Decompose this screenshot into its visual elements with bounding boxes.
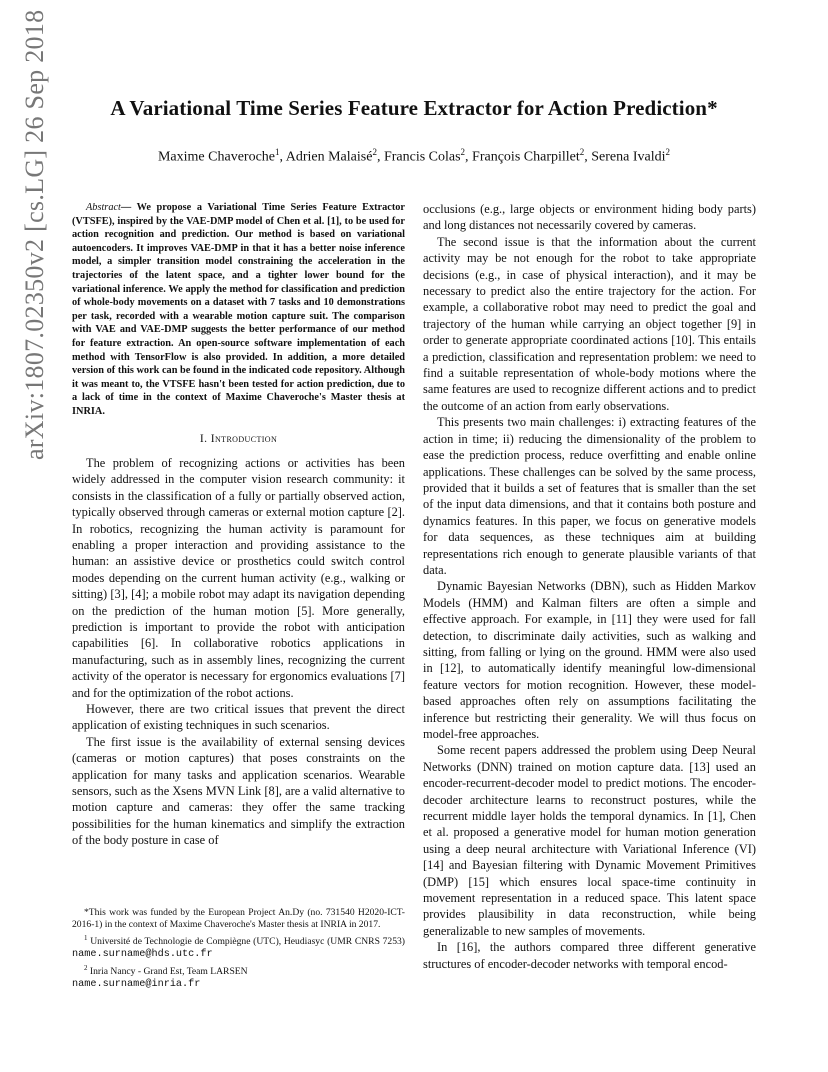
footnote-mark: 2 [84, 963, 88, 972]
section-number: I. [199, 431, 208, 445]
author-affiliation-mark: 2 [460, 147, 466, 157]
author-affiliation-mark: 2 [579, 147, 585, 157]
affiliation-footnote-2 [72, 962, 405, 992]
email-address[interactable]: name.surname@hds.utc.fr [72, 949, 213, 961]
affiliation-footnote-1 [72, 932, 405, 962]
abstract-label: Abstract [86, 202, 121, 213]
abstract-text: — We propose a Variational Time Series Feature Extractor (VTSFE), inspired by the VAE-DMP model of Chen et al. [1], to be used for action recognition and prediction. Our method is based on variational autoencoders. It improves VAE-DMP in that it has a better noise inference model, a simpler transition model constraining the acceleration in the trajectories of the latent space, and a tighter lower bound for the variational inference. We apply the method for classification and prediction of whole-body movements on a dataset with 7 tasks and 10 demonstrations per task, recorded with a wearable motion capture suit. The comparison with VAE and VAE-DMP suggests the better performance of our method for feature extraction. An open-source software implementation of each method with TensorFlow is also provided. In addition, a more detailed version of this work can be found in the indicated code repository. Although it was meant to, the VTSFE hasn't been tested for action prediction, due to a lack of time in the context of Maxime Chaveroche's Master thesis at INRIA. [72, 202, 405, 417]
arxiv-stamp: arXiv:1807.02350v2 [cs.LG] 26 Sep 2018 [20, 9, 49, 460]
abstract [72, 201, 405, 419]
author-affiliation-mark: 2 [372, 147, 377, 157]
author-name: Maxime Chaveroche [157, 149, 275, 165]
section-heading-introduction [72, 431, 405, 447]
body-paragraph: The problem of recognizing actions or activities has been widely addressed in the computer vision research community: it consists in the classification of a fully or partially observed action, typically observed through cameras or external motion capture [2]. In robotics, recognizing the human activity is paramount for enabling a proper interaction and providing assistance to the human: an assistive device or prosthetics could switch control modes depending on the current human activity (e.g., walking or sitting) [3], [4]; a mobile robot may adapt its navigation depending on the prediction of the human motion [5]. More generally, prediction is important to provide the robot with anticipation capabilities [6]. In collaborative robotics applications in manufacturing, such as in assembly lines, recognizing the current activity of the operator is necessary for ergonomics evaluations [7] and for the optimization of the robot actions. [72, 455, 405, 700]
author-name: François Charpillet [472, 149, 580, 165]
body-paragraph: The first issue is the availability of external sensing devices (cameras or motion captures) that poses constraints on the application for many tasks and application scenarios. Wearable sensors, such as the Xsens MVN Link [8], are a valid alternative to motion capture and cameras: they offer the same tracking possibilities for the human kinematics and simplify the extraction of the body posture in case of [72, 734, 405, 848]
body-paragraph: Some recent papers addressed the problem using Deep Neural Networks (DNN) trained on motion capture data. [13] used an encoder-recurrent-decoder model to predict motions. The encoder-decoder architecture learns to reconstruct postures, while the recurrent middle layer holds the temporal dynamics. In [1], Chen et al. proposed a generative model for human motion generation using a deep neural architecture with Variational Inference (VI) [14] and Bayesian filtering with Dynamic Movement Primitives (DMP) [15] which ensures local space-time continuity in movement representation in a reduced space. This latent space provides plausibility in data reconstruction, while being generalizable to new samples of movements. [423, 743, 756, 938]
footnote-mark: 1 [84, 933, 88, 942]
author-affiliation-mark: 1 [275, 147, 280, 157]
paper-title: A Variational Time Series Feature Extractor for Action Prediction* [110, 96, 718, 120]
author-affiliation-mark: 2 [665, 147, 670, 157]
footnotes [72, 907, 405, 992]
body-paragraph: The second issue is that the information about the current activity may be not enough for the robot to take appropriate decisions (e.g., in case of physical interaction), and it may be necessary to predict also the entire trajectory for the action. For example, a collaborative robot may need to predict the goal and trajectory of the human while carrying an object together [9] in order to generate appropriate coordinated actions [10]. This entails a prediction, classification and representation problem: we need to find a suitable representation of whole-body motions where the same features are used to recognize different actions and to predict the outcome of an action from early observations. [423, 234, 756, 413]
section-title: Introduction [210, 431, 278, 445]
author-name: Adrien Malaisé [285, 149, 373, 165]
body-paragraph: Dynamic Bayesian Networks (DBN), such as Hidden Markov Models (HMM) and Kalman filters are often a simple and effective approach. For example, in [11] they were used for fall detection, to discriminate daily activities, such as walking and sitting, from falling or lying on the ground. HMM were also used in [12], to automatically identify meaningful low-dimensional feature vectors for motion recognition. However, these model-based approaches often rely on assumptions facilitating the inference but restricting their generality. We will thus focus on model-free approaches. [423, 579, 756, 741]
affiliation-text: Inria Nancy - Grand Est, Team LARSEN [89, 966, 248, 977]
left-column [72, 201, 405, 849]
author-name: Serena Ivaldi [591, 149, 666, 165]
right-column [423, 201, 756, 972]
author-list: Maxime Chaveroche$^1$, Adrien Malaisé$^2$, Francis Colas$^2$, François Charpillet$^2$, Serena Ivaldi$^2$ [157, 147, 670, 165]
email-address[interactable]: name.surname@inria.fr [72, 979, 201, 991]
funding-footnote: *This work was funded by the European Project An.Dy (no. 731540 H2020-ICT-2016-1) in the context of Maxime Chaveroche's Master thesis at INRIA in 2017. [72, 907, 405, 931]
affiliation-text: Université de Technologie de Compiègne (UTC), Heudiasyc (UMR CNRS 7253) [90, 936, 405, 947]
author-name: Francis Colas [383, 149, 461, 165]
body-paragraph: However, there are two critical issues that prevent the direct application of existing techniques in such scenarios. [72, 702, 405, 733]
body-paragraph: In [16], the authors compared three different generative structures of encoder-decoder networks with temporal encod- [423, 940, 756, 971]
body-paragraph: occlusions (e.g., large objects or environment hiding body parts) and long distances not necessarily covered by cameras. [423, 202, 756, 233]
body-paragraph: This presents two main challenges: i) extracting features of the action in time; ii) reducing the dimensionality of the problem to ease the prediction process, reduce overfitting and enable online applications. These challenges can be solved by the same process, provided that it builds a set of features that is smaller than the set of the input data dimensions, and that it contains both posture and dynamics features. In this paper, we focus on generative models for data sequences, as these techniques aim at building representations rich enough to generate plausible variants of that data. [423, 415, 756, 577]
